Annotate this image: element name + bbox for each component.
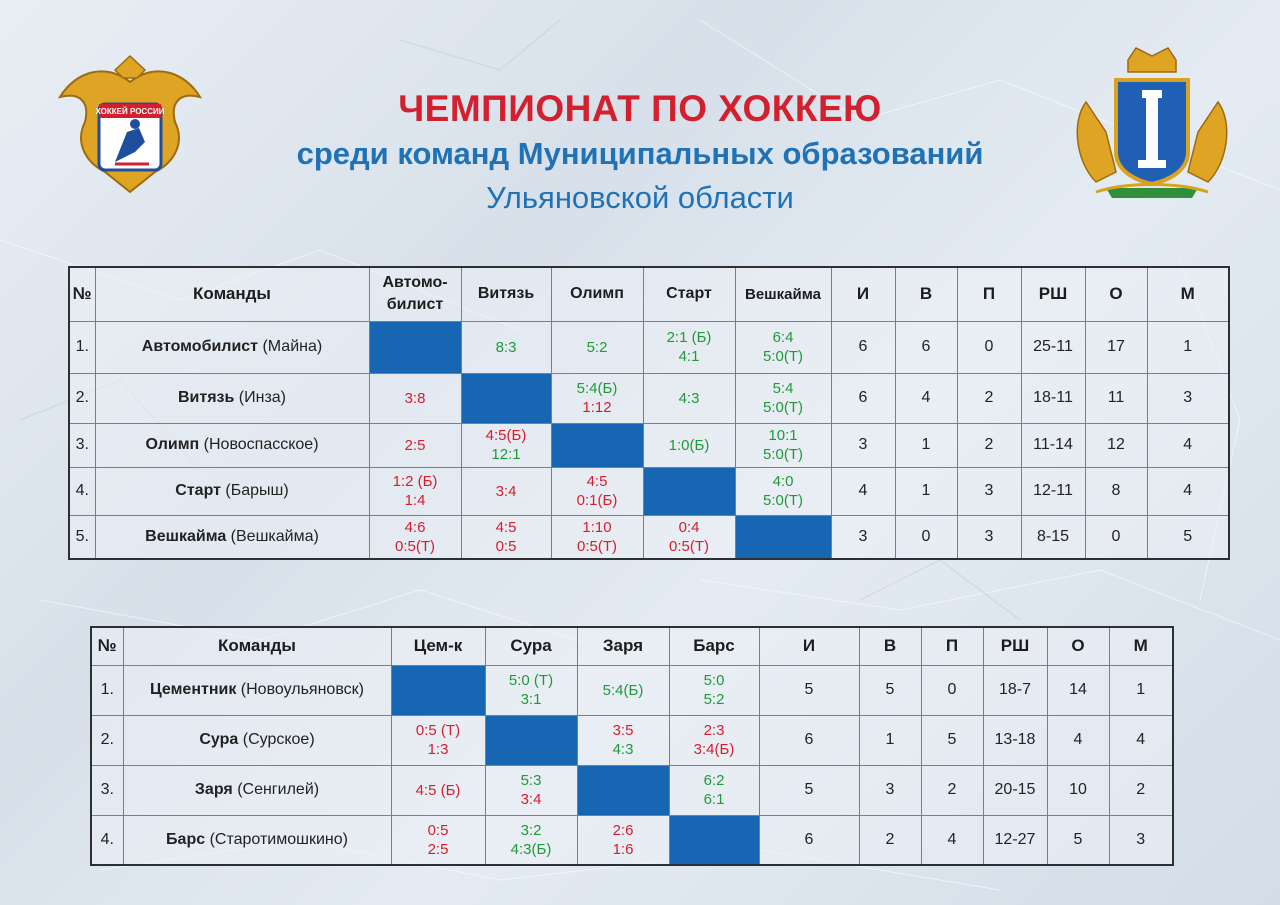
score: 6:2 <box>703 772 725 789</box>
stat-place: 1 <box>1147 321 1229 373</box>
stat-place: 4 <box>1109 715 1173 765</box>
stat-wins: 1 <box>895 467 957 515</box>
diagonal-cell <box>669 815 759 865</box>
score: 5:3 <box>520 772 542 789</box>
col-header-num: № <box>69 267 95 321</box>
diagonal-cell <box>551 423 643 467</box>
col-header-opponent: Барс <box>669 627 759 665</box>
team-name: Автомобилист <box>141 338 259 355</box>
score: 4:1 <box>678 348 700 365</box>
diagonal-cell <box>643 467 735 515</box>
table-row <box>91 765 1173 815</box>
col-header-opponent: Цем-к <box>391 627 485 665</box>
team-cell <box>123 765 391 815</box>
row-number: 1. <box>91 665 123 715</box>
score: 0:5 <box>427 821 449 839</box>
table-row <box>69 423 1229 467</box>
stat-place: 4 <box>1147 467 1229 515</box>
score-cell <box>577 815 669 865</box>
stat-place: 5 <box>1147 515 1229 559</box>
table-row <box>91 665 1173 715</box>
stat-losses: 2 <box>957 423 1021 467</box>
score: 1:12 <box>582 399 612 416</box>
stat-goals: 11-14 <box>1021 423 1085 467</box>
team-place: (Новоульяновск) <box>240 681 364 698</box>
stat-wins: 1 <box>859 715 921 765</box>
score-cell <box>669 715 759 765</box>
stat-games: 5 <box>759 765 859 815</box>
score-cell <box>485 765 577 815</box>
team-cell <box>95 515 369 559</box>
score: 5:0(Т) <box>762 492 803 509</box>
row-number: 4. <box>91 815 123 865</box>
team-name: Сура <box>199 731 239 748</box>
stat-place: 2 <box>1109 765 1173 815</box>
stat-points: 10 <box>1047 765 1109 815</box>
score-cell <box>735 423 831 467</box>
score-cell <box>735 467 831 515</box>
score: 4:3 <box>678 389 700 407</box>
team-place: (Старотимошкино) <box>209 830 348 848</box>
score-cell <box>391 765 485 815</box>
score: 3:1 <box>520 691 542 708</box>
stat-goals: 18-11 <box>1021 373 1085 423</box>
stat-place: 1 <box>1109 665 1173 715</box>
row-number: 3. <box>69 423 95 467</box>
col-header-goals: РШ <box>983 627 1047 665</box>
score: 3:4(Б) <box>693 741 735 758</box>
col-header-opponent: Витязь <box>461 267 551 321</box>
col-header-teams: Команды <box>123 627 391 665</box>
col-header-teams: Команды <box>95 267 369 321</box>
score: 1:3 <box>427 741 449 758</box>
team-name: Олимп <box>145 436 200 453</box>
team-place: (Сенгилей) <box>237 781 320 798</box>
stat-wins: 6 <box>895 321 957 373</box>
diagonal-cell <box>485 715 577 765</box>
stat-games: 3 <box>831 515 895 559</box>
score-cell <box>735 321 831 373</box>
stat-wins: 4 <box>895 373 957 423</box>
stat-points: 0 <box>1085 515 1147 559</box>
score-cell <box>643 515 735 559</box>
score-cell <box>669 665 759 715</box>
score: 1:4 <box>404 492 426 509</box>
score-cell <box>735 373 831 423</box>
standings-table-1 <box>68 266 1230 560</box>
table-row <box>91 815 1173 865</box>
stat-wins: 2 <box>859 815 921 865</box>
stat-wins: 0 <box>895 515 957 559</box>
score: 6:1 <box>703 791 725 808</box>
stat-wins: 3 <box>859 765 921 815</box>
diagonal-cell <box>369 321 461 373</box>
stat-place: 3 <box>1147 373 1229 423</box>
score-cell <box>461 321 551 373</box>
score: 5:0(Т) <box>762 348 803 365</box>
table-row <box>69 467 1229 515</box>
score: 5:2 <box>703 691 725 708</box>
emblem-text: ХОККЕЙ РОССИИ <box>95 107 165 116</box>
page-region: Ульяновской области <box>486 180 794 215</box>
stat-losses: 3 <box>957 515 1021 559</box>
stat-points: 17 <box>1085 321 1147 373</box>
col-header-opponent: Сура <box>485 627 577 665</box>
team-name: Заря <box>194 781 233 798</box>
team-cell <box>95 423 369 467</box>
standings-table-2 <box>90 626 1174 866</box>
score: 5:2 <box>586 338 608 356</box>
col-header-opponent: Заря <box>577 627 669 665</box>
ulyanovsk-coat-of-arms-icon <box>1066 42 1238 204</box>
col-header-goals: РШ <box>1021 267 1085 321</box>
stat-games: 6 <box>759 715 859 765</box>
score: 4:5(Б) <box>485 427 527 444</box>
col-header-losses: П <box>921 627 983 665</box>
team-cell <box>123 715 391 765</box>
stat-points: 8 <box>1085 467 1147 515</box>
stat-wins: 1 <box>895 423 957 467</box>
score: 4:5 (Б) <box>415 781 461 799</box>
score-cell <box>485 815 577 865</box>
stat-games: 6 <box>831 373 895 423</box>
team-name: Барс <box>166 830 206 848</box>
score: 6:4 <box>772 329 794 346</box>
team-name: Старт <box>175 482 221 499</box>
col-header-wins: В <box>859 627 921 665</box>
stat-games: 5 <box>759 665 859 715</box>
score: 0:5(Т) <box>576 537 617 555</box>
diagonal-cell <box>391 665 485 715</box>
score: 0:1(Б) <box>576 492 618 509</box>
score: 4:6 <box>404 518 426 536</box>
row-number: 5. <box>69 515 95 559</box>
col-header-opponent: Олимп <box>551 267 643 321</box>
score: 12:1 <box>491 446 521 463</box>
stat-losses: 2 <box>921 765 983 815</box>
stat-place: 4 <box>1147 423 1229 467</box>
score: 3:5 <box>612 722 634 739</box>
diagonal-cell <box>735 515 831 559</box>
diagonal-cell <box>461 373 551 423</box>
page-title: ЧЕМПИОНАТ ПО ХОККЕЮ <box>398 88 882 129</box>
stat-games: 6 <box>759 815 859 865</box>
team-cell <box>123 665 391 715</box>
team-place: (Барыш) <box>225 482 289 499</box>
col-header-points: О <box>1047 627 1109 665</box>
score: 10:1 <box>768 427 798 444</box>
score-cell <box>551 515 643 559</box>
score: 3:4 <box>495 482 517 500</box>
page-subtitle: среди команд Муниципальных образований <box>296 136 984 171</box>
stat-goals: 8-15 <box>1021 515 1085 559</box>
score: 5:0 (Т) <box>508 672 554 689</box>
col-header-wins: В <box>895 267 957 321</box>
score-cell <box>669 765 759 815</box>
stat-goals: 12-27 <box>983 815 1047 865</box>
score-cell <box>577 665 669 715</box>
row-number: 2. <box>69 373 95 423</box>
stat-wins: 5 <box>859 665 921 715</box>
col-header-opponent: Вешкайма <box>735 267 831 321</box>
stat-games: 6 <box>831 321 895 373</box>
stat-goals: 12-11 <box>1021 467 1085 515</box>
team-name: Витязь <box>177 389 235 406</box>
score-cell <box>369 467 461 515</box>
score-cell <box>461 515 551 559</box>
score: 4:5 <box>495 518 517 536</box>
score: 2:5 <box>427 840 449 858</box>
score: 5:4(Б) <box>602 681 644 699</box>
score-cell <box>643 321 735 373</box>
score: 2:5 <box>404 436 426 454</box>
col-header-place: М <box>1147 267 1229 321</box>
score-cell <box>391 815 485 865</box>
col-header-games: И <box>831 267 895 321</box>
score-cell <box>369 423 461 467</box>
team-cell <box>95 373 369 423</box>
score: 1:2 (Б) <box>392 473 438 490</box>
team-place: (Новоспасское) <box>203 436 319 453</box>
team-cell <box>95 321 369 373</box>
score: 0:5 <box>495 537 517 555</box>
score: 1:10 <box>582 518 612 536</box>
team-place: (Майна) <box>262 338 323 355</box>
stat-losses: 0 <box>957 321 1021 373</box>
stat-losses: 3 <box>957 467 1021 515</box>
score-cell <box>461 423 551 467</box>
score-cell <box>551 467 643 515</box>
col-header-opponent: Автомо-билист <box>369 267 461 321</box>
score: 8:3 <box>495 338 517 356</box>
team-name: Вешкайма <box>145 527 227 545</box>
col-header-games: И <box>759 627 859 665</box>
col-header-place: М <box>1109 627 1173 665</box>
stat-games: 3 <box>831 423 895 467</box>
stat-goals: 20-15 <box>983 765 1047 815</box>
stat-points: 12 <box>1085 423 1147 467</box>
row-number: 4. <box>69 467 95 515</box>
stat-losses: 4 <box>921 815 983 865</box>
table-row <box>91 715 1173 765</box>
stat-losses: 5 <box>921 715 983 765</box>
score-cell <box>643 423 735 467</box>
title-block <box>200 88 1080 218</box>
score-cell <box>461 467 551 515</box>
stat-points: 5 <box>1047 815 1109 865</box>
row-number: 3. <box>91 765 123 815</box>
score: 5:4 <box>772 380 794 397</box>
hockey-russia-emblem-icon <box>55 52 205 202</box>
score: 2:1 (Б) <box>666 329 712 346</box>
team-place: (Сурское) <box>242 731 315 748</box>
score: 4:0 <box>772 473 794 490</box>
table-row <box>69 321 1229 373</box>
score: 0:5 (Т) <box>415 722 461 739</box>
score: 3:4 <box>520 791 542 808</box>
score: 5:4(Б) <box>576 380 618 397</box>
score-cell <box>551 373 643 423</box>
stat-losses: 0 <box>921 665 983 715</box>
stat-goals: 13-18 <box>983 715 1047 765</box>
col-header-num: № <box>91 627 123 665</box>
stat-games: 4 <box>831 467 895 515</box>
team-place: (Инза) <box>238 389 287 406</box>
score-cell <box>369 515 461 559</box>
stat-points: 4 <box>1047 715 1109 765</box>
row-number: 2. <box>91 715 123 765</box>
row-number: 1. <box>69 321 95 373</box>
team-cell <box>123 815 391 865</box>
col-header-points: О <box>1085 267 1147 321</box>
table-row <box>69 373 1229 423</box>
score: 1:6 <box>612 840 634 858</box>
score-cell <box>485 665 577 715</box>
stat-goals: 25-11 <box>1021 321 1085 373</box>
score: 2:6 <box>612 821 634 839</box>
team-name: Цементник <box>150 681 237 698</box>
score: 0:4 <box>678 518 700 536</box>
score: 4:5 <box>586 473 608 490</box>
score: 4:3(Б) <box>510 840 552 858</box>
table-row <box>69 515 1229 559</box>
score: 5:0(Т) <box>762 446 803 463</box>
score: 2:3 <box>703 722 725 739</box>
stat-place: 3 <box>1109 815 1173 865</box>
score-cell <box>391 715 485 765</box>
score: 4:3 <box>612 741 634 758</box>
col-header-opponent: Старт <box>643 267 735 321</box>
score-cell <box>369 373 461 423</box>
team-cell <box>95 467 369 515</box>
score: 3:2 <box>520 821 542 839</box>
col-header-losses: П <box>957 267 1021 321</box>
stat-losses: 2 <box>957 373 1021 423</box>
score: 5:0 <box>703 672 725 689</box>
stat-points: 14 <box>1047 665 1109 715</box>
score: 3:8 <box>404 389 426 407</box>
score: 0:5(Т) <box>668 537 709 555</box>
score: 1:0(Б) <box>668 436 710 454</box>
score: 5:0(Т) <box>762 399 803 416</box>
team-place: (Вешкайма) <box>230 527 319 545</box>
score-cell <box>551 321 643 373</box>
score-cell <box>577 715 669 765</box>
stat-points: 11 <box>1085 373 1147 423</box>
score: 0:5(Т) <box>394 537 435 555</box>
stat-goals: 18-7 <box>983 665 1047 715</box>
diagonal-cell <box>577 765 669 815</box>
score-cell <box>643 373 735 423</box>
